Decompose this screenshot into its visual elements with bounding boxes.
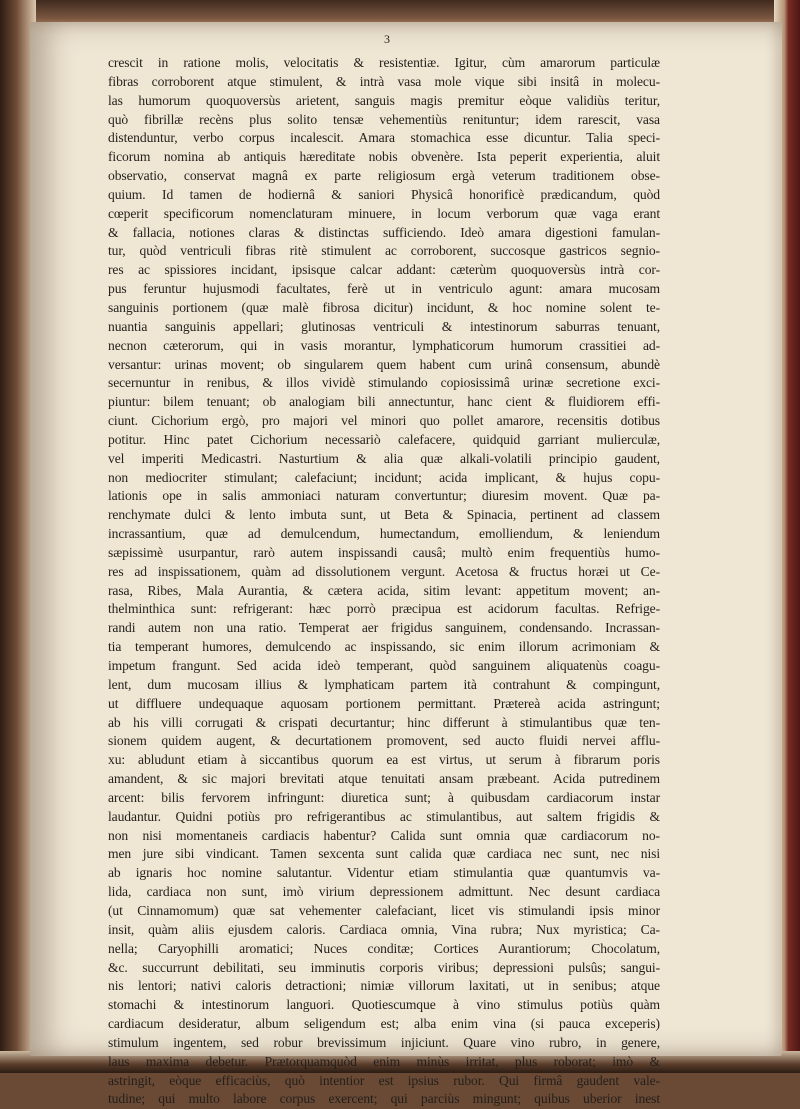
text-line: amandent, & sic majori brevitati atque tenuitati ansam præbeant. Acida putredinem (108, 771, 660, 787)
text-line: &c. succurrunt debilitati, seu imminutis corporis viribus; depressioni pulsûs; sangui- (108, 959, 660, 975)
text-line: nuantia sanguinis appellari; glutinosas ventriculi & intestinorum saburras tenuant, (108, 318, 660, 334)
text-line: (ut Cinnamomum) quæ sat vehementer calefaciant, licet vis stimulandi ipsis minor (108, 902, 660, 918)
text-line: las humorum quoquoversùs arietent, sanguis magis premitur eòque validiùs teritur, (108, 92, 660, 108)
text-line: impetum frangunt. Sed acida ideò temperant, quòd sanguinem aliquatenùs coagu- (108, 658, 660, 673)
text-line: insit, quàm aliis ejusdem caloris. Cardiaca omnia, Vina rubra; Nux myristica; Ca- (108, 921, 660, 937)
text-line: laudantur. Quidni potiùs pro refrigerantibus ac stimulantibus, aut saltem frigidis & (108, 808, 660, 824)
text-line: xu: abludunt etiam à siccantibus quorum ea est virtus, ut serum à fibrarum poris (108, 752, 660, 768)
text-line: men jure sibi vindicant. Tamen sexcenta sunt calida quæ cardiaca nec sunt, nec nisi (108, 846, 660, 862)
text-line: stimulum ingentem, sed robur brevissimum injiciunt. Quare vino rubro, in genere, (108, 1034, 660, 1050)
text-line: necnon cæterorum, qui in vasis morantur, lymphaticorum humorum crassitiei ad- (108, 337, 660, 353)
text-line: ficorum nomina ab antiquis hæreditate nobis obvenère. Ista peperit experientia, aluit (108, 149, 660, 165)
text-line: thelminthica sunt: refrigerant: hæc porrò præcipua est acidorum facultas. Refrige- (108, 601, 660, 617)
text-line: renchymate dulci & lento imbuta sunt, ut Beta & Spinacia, pertinent ad classem (108, 507, 660, 523)
text-line: lent, dum mucosam illius & lymphaticam partem ità contrahunt & compingunt, (108, 676, 660, 692)
text-line: tudine; qui multo labore corpus exercent; qui parciùs mingunt; quibus uberior inest (108, 1091, 660, 1107)
book-page (30, 22, 782, 1107)
text-line: cœperit specificorum nomenclaturam minuere, in locum verborum quæ vaga erant (108, 205, 660, 221)
text-line: quium. Id tamen de hodiernâ & saniori Physicâ honorificè prædicandum, quòd (108, 186, 660, 202)
text-line: sanguinis portionem (quæ malè fibrosa dicitur) incidunt, & hoc nomine solent te- (108, 299, 660, 315)
body-text (108, 54, 660, 1109)
text-line: versantur: urinas movent; ob singularem quem habent cum urinâ consensum, abundè (108, 356, 660, 372)
text-line: tia temperant humores, demulcendo ac inspissando, sic enim illorum acrimoniam & (108, 639, 660, 655)
text-line: ut diffluere undequaque aquosam portionem permittant. Prætereà acida astringunt; (108, 695, 660, 711)
text-line: res ad inspissationem, quàm ad dissolutionem vergunt. Acetosa & fructus horæi ut Ce- (108, 563, 660, 579)
text-line: distenduntur, verbo corpus incalescit. Amara stomachica esse dicuntur. Talia speci- (108, 130, 660, 146)
text-line: sionem quidem augent, & decurtationem promovent, sed aucto fluidi nervei afflu- (108, 733, 660, 749)
text-line: non nisi momentaneis cardiacis habentur? Calida sunt omnia quæ cardiacorum no- (108, 827, 660, 843)
text-line: nis lentori; nativi caloris detractioni; nimiæ villorum laxitati, ut in senibus; atque (108, 978, 660, 994)
text-line: crescit in ratione molis, velocitatis & resistentiæ. Igitur, cùm amarorum particulæ (108, 55, 660, 70)
text-line: tur, quòd ventriculi fibras ritè stimulent ac corroborent, succosque gastricos segnio- (108, 243, 660, 259)
text-line: cardiacum desideratur, album seligendum est; alba enim vina (si pauca exceperis) (108, 1016, 660, 1032)
text-line: piuntur: bilem tenuant; ob analogiam bili annectuntur, hanc cient & fluidiorem effi- (108, 394, 660, 410)
text-line: fibras corroborent atque stimulent, & intrà vasa mole vique sibi insitâ in molecu- (108, 73, 660, 89)
text-line: astringit, eòque efficaciùs, quò intentior est ipsius rubor. Qui firmâ gaudent vale- (108, 1072, 660, 1088)
text-line: laus maxima debetur. Prætorquamquòd enim minùs irritat, plus roborat; imò & (108, 1053, 660, 1069)
text-line: quò fibrillæ recèns plus solito tensæ vehementiùs renituntur; idem rarescit, vasa (108, 111, 660, 127)
text-line: non mediocriter stimulant; calefaciunt; incidunt; acida implicant, & hujus copu- (108, 469, 660, 485)
text-line: vel imperiti Medicastri. Nasturtium & alia quæ alkali-volatili principio gaudent, (108, 450, 660, 466)
text-line: & fallacia, notiones claras & distinctas sufficiendo. Ideò amara digestioni famulan- (108, 224, 660, 240)
text-line: potitur. Hinc patet Cichorium necessariò calefacere, quidquid garriant mulierculæ, (108, 431, 660, 447)
text-line: ciunt. Cichorium ergò, pro majori vel minori quo pollet amarore, recensitis dotibus (108, 413, 660, 429)
text-line: rasa, Ribes, Mala Aurantia, & cætera acida, sitim levant: appetitum movent; an- (108, 582, 660, 598)
text-line: observatio, conservat magnâ ex parte religiosum ergà veterum traditionem obse- (108, 168, 660, 184)
text-line: randi autem non una ratio. Temperat aer frigidus sanguinem, condensando. Incrassan- (108, 620, 660, 636)
text-line: secernuntur in renibus, & illos vividè stimulando copiosissimâ urinæ secretione exci- (108, 375, 660, 391)
text-line: pus feruntur hujusmodi facultates, ferè ut in ventriculo agunt: amara mucosam (108, 281, 660, 297)
text-line: ab his villi corrugati & crispati decurtantur; hinc differunt à stimulantibus quæ ten- (108, 714, 660, 730)
text-line: ab ignaris hoc nomine salutantur. Videntur etiam stimulantia quæ quantumvis va- (108, 865, 660, 881)
text-line: sæpissimè usurpantur, rarò autem inspissandi causâ; multò enim frequentiùs humo- (108, 544, 660, 560)
text-line: arcent: bilis fervorem infringunt: diuretica sunt; à quibusdam cardiacorum instar (108, 789, 660, 805)
text-line: lida, cardiaca non sunt, imò virium depressionem admittunt. Nec desunt cardiaca (108, 884, 660, 900)
text-line: nella; Caryophilli aromatici; Nuces conditæ; Cortices Aurantiorum; Chocolatum, (108, 940, 660, 956)
text-line: res ac spissiores incidant, ipsisque calcar addant: cæterùm quoquoversùs intrà cor- (108, 262, 660, 278)
page-number: 3 (384, 32, 390, 46)
text-line: lationis ope in salis ammoniaci naturam convertuntur; diuresim movent. Quæ pa- (108, 488, 660, 504)
text-line: incrassantium, quæ ad demulcendum, humectandum, emolliendum, & leniendum (108, 526, 660, 542)
text-line: stomachi & intestinorum languori. Quotiescumque à vino stimulus potiùs quàm (108, 997, 660, 1013)
